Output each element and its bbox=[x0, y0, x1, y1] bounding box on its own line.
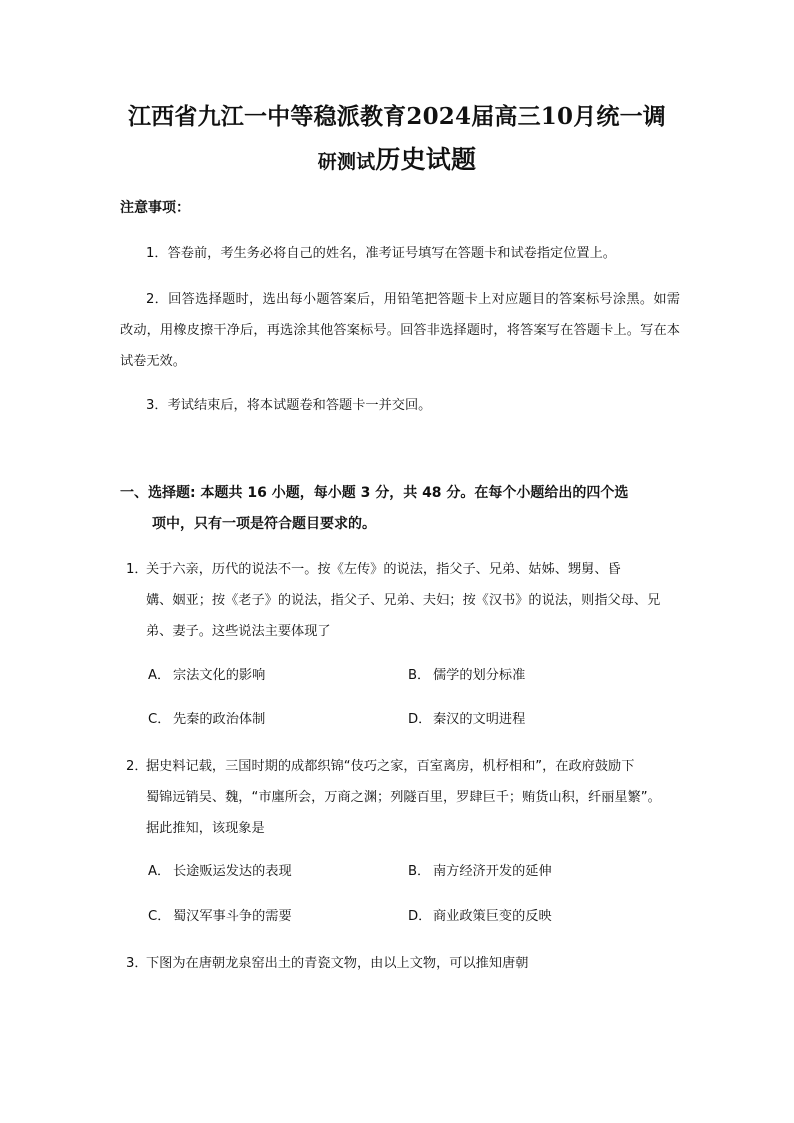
section-heading-line2: 项中，只有一项是符合题目要求的。 bbox=[152, 516, 376, 532]
question-2-option-b[interactable] bbox=[408, 862, 552, 882]
option-letter: A． bbox=[148, 668, 171, 683]
question-3-number: 3． bbox=[126, 956, 148, 971]
option-text: 秦汉的文明进程 bbox=[433, 712, 526, 727]
notice-item-2: 2．回答选择题时，选出每小题答案后，用铅笔把答题卡上对应题目的答案标号涂黑。如需改动，用橡皮擦干净后，再选涂其他答案标号。回答非选择题时，将答案写在答题卡上。写在本试卷无效。 bbox=[120, 292, 680, 369]
option-text: 南方经济开发的延伸 bbox=[433, 864, 552, 879]
question-2-option-c[interactable] bbox=[148, 907, 292, 927]
question-2-number: 2． bbox=[126, 759, 148, 774]
notice-heading: 注意事项： bbox=[120, 200, 190, 216]
question-1-option-a[interactable] bbox=[148, 666, 265, 686]
exam-subject-title: 历史试题 bbox=[375, 145, 477, 174]
option-letter: C． bbox=[148, 712, 171, 727]
option-letter: D． bbox=[408, 909, 432, 924]
option-letter: C． bbox=[148, 909, 171, 924]
option-text: 先秦的政治体制 bbox=[173, 712, 266, 727]
option-text: 商业政策巨变的反映 bbox=[433, 909, 552, 924]
question-2-option-d[interactable] bbox=[408, 907, 552, 927]
exam-title-line1: 江西省九江一中等稳派教育2024届高三10月统一调 bbox=[127, 103, 667, 130]
question-1-option-c[interactable] bbox=[148, 710, 265, 730]
option-letter: B． bbox=[408, 864, 431, 879]
question-1-option-b[interactable] bbox=[408, 666, 525, 686]
section-heading bbox=[120, 478, 680, 540]
question-1-continuation: 媾、姻亚；按《老子》的说法，指父子、兄弟、夫妇；按《汉书》的说法，则指父母、兄弟、妻子。这些说法主要体现了 bbox=[146, 593, 661, 639]
section-heading-line1: 一、选择题: 本题共 16 小题，每小题 3 分，共 48 分。在每个小题给出的四个选 bbox=[120, 485, 629, 501]
question-1-stem bbox=[126, 554, 666, 647]
option-text: 长途贩运发达的表现 bbox=[173, 864, 292, 879]
question-2-option-a[interactable] bbox=[148, 862, 292, 882]
option-text: 宗法文化的影响 bbox=[173, 668, 266, 683]
notice-item-1: 1．答卷前，考生务必将自己的姓名，准考证号填写在答题卡和试卷指定位置上。 bbox=[146, 246, 616, 261]
question-1-number: 1． bbox=[126, 562, 148, 577]
question-2-continuation: 蜀锦远销吴、魏，“市廛所会，万商之渊；列隧百里，罗肆巨千；贿货山积，纤丽星繁”。据此推知，该现象是 bbox=[146, 790, 661, 836]
question-3-stem bbox=[126, 948, 666, 979]
question-2-line1: 据史料记载，三国时期的成都织锦“伎巧之家，百室离房，机杼相和”，在政府鼓励下 bbox=[146, 759, 635, 774]
option-text: 蜀汉军事斗争的需要 bbox=[173, 909, 292, 924]
option-text: 儒学的划分标准 bbox=[433, 668, 526, 683]
option-letter: A． bbox=[148, 864, 171, 879]
notice-item-3: 3．考试结束后，将本试题卷和答题卡一并交回。 bbox=[146, 398, 432, 413]
question-1-option-d[interactable] bbox=[408, 710, 525, 730]
option-letter: D． bbox=[408, 712, 432, 727]
question-2-stem bbox=[126, 751, 666, 844]
question-1-line1: 关于六亲，历代的说法不一。按《左传》的说法，指父子、兄弟、姑姊、甥舅、昏 bbox=[146, 562, 621, 577]
option-letter: B． bbox=[408, 668, 431, 683]
exam-title-prefix: 研测试 bbox=[317, 151, 376, 173]
exam-title-line2 bbox=[100, 145, 694, 177]
question-3-line1: 下图为在唐朝龙泉窑出土的青瓷文物，由以上文物，可以推知唐朝 bbox=[146, 956, 529, 971]
